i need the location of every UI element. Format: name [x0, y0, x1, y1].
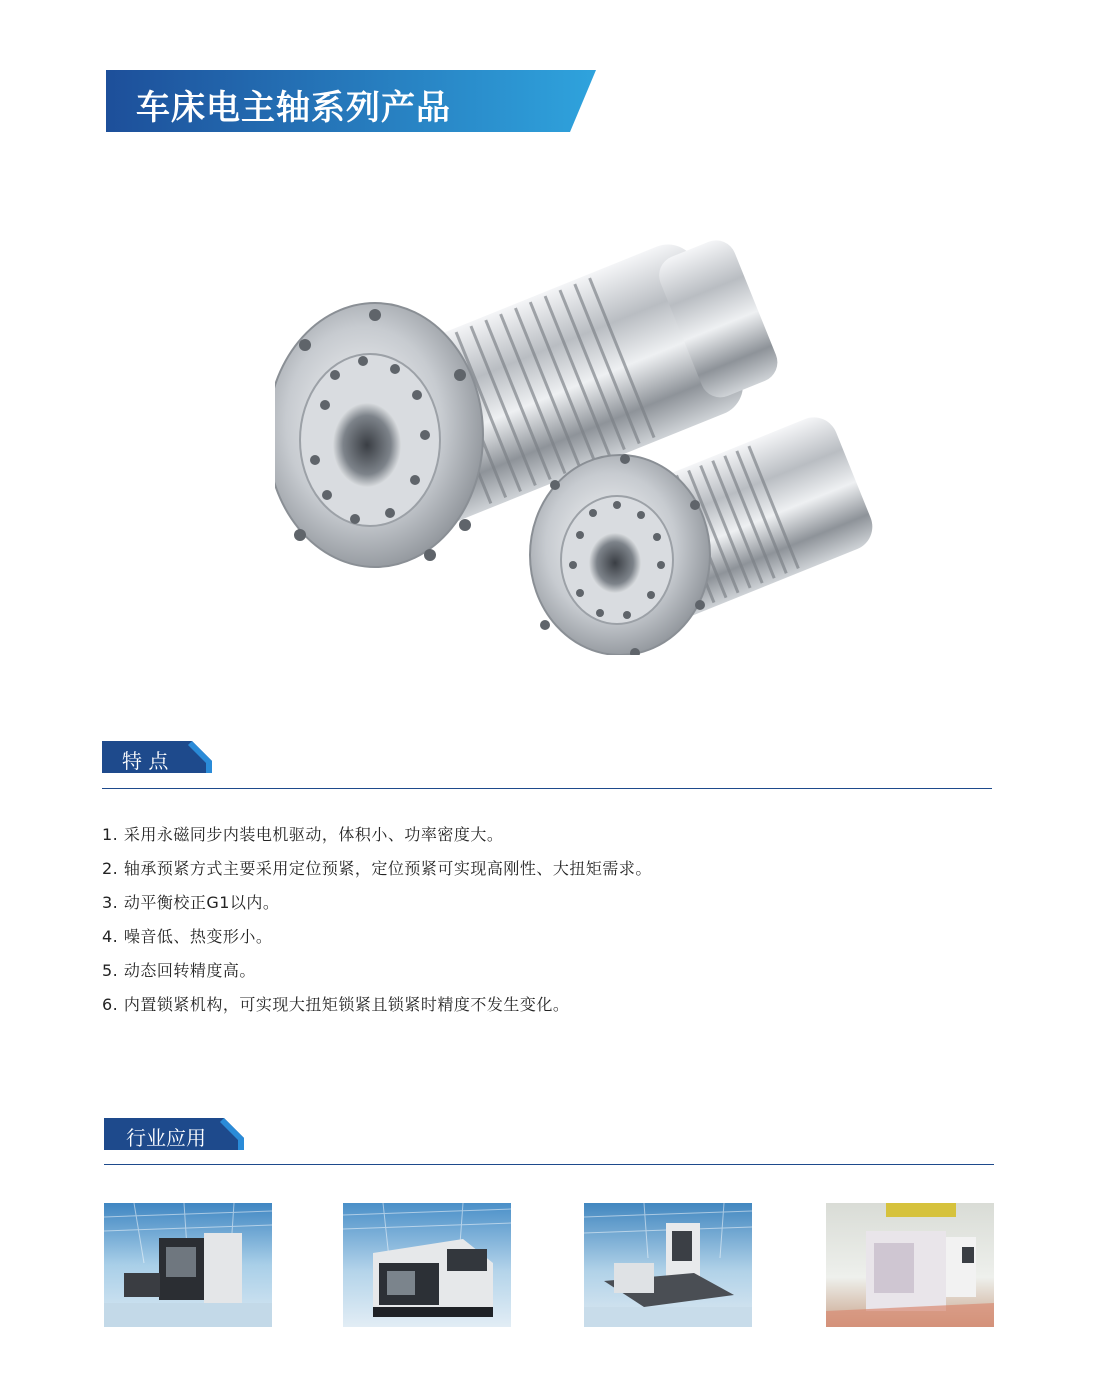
spindle-illustration — [275, 235, 875, 655]
gantry-machine-photo — [584, 1203, 752, 1327]
feature-item: 6. 内置锁紧机构，可实现大扭矩锁紧且锁紧时精度不发生变化。 — [102, 995, 570, 1014]
applications-section-tab — [104, 1118, 244, 1150]
features-divider — [102, 788, 992, 789]
applications-divider — [104, 1164, 994, 1165]
product-image — [275, 235, 875, 655]
cnc-machining-center-photo — [104, 1203, 272, 1327]
title-banner — [106, 70, 596, 132]
features-section-tab — [102, 741, 212, 773]
features-section-label: 特 点 — [122, 749, 169, 773]
feature-item: 4. 噪音低、热变形小。 — [102, 927, 273, 946]
feature-item: 2. 轴承预紧方式主要采用定位预紧，定位预紧可实现高刚性、大扭矩需求。 — [102, 859, 652, 878]
feature-item: 5. 动态回转精度高。 — [102, 961, 256, 980]
feature-item: 3. 动平衡校正G1以内。 — [102, 893, 280, 912]
feature-item: 1. 采用永磁同步内装电机驱动，体积小、功率密度大。 — [102, 825, 504, 844]
cnc-lathe-photo — [343, 1203, 511, 1327]
applications-section-label: 行业应用 — [126, 1126, 206, 1150]
horizontal-machining-center-photo — [826, 1203, 994, 1327]
features-list — [102, 818, 652, 1022]
page-title: 车床电主轴系列产品 — [136, 88, 451, 128]
